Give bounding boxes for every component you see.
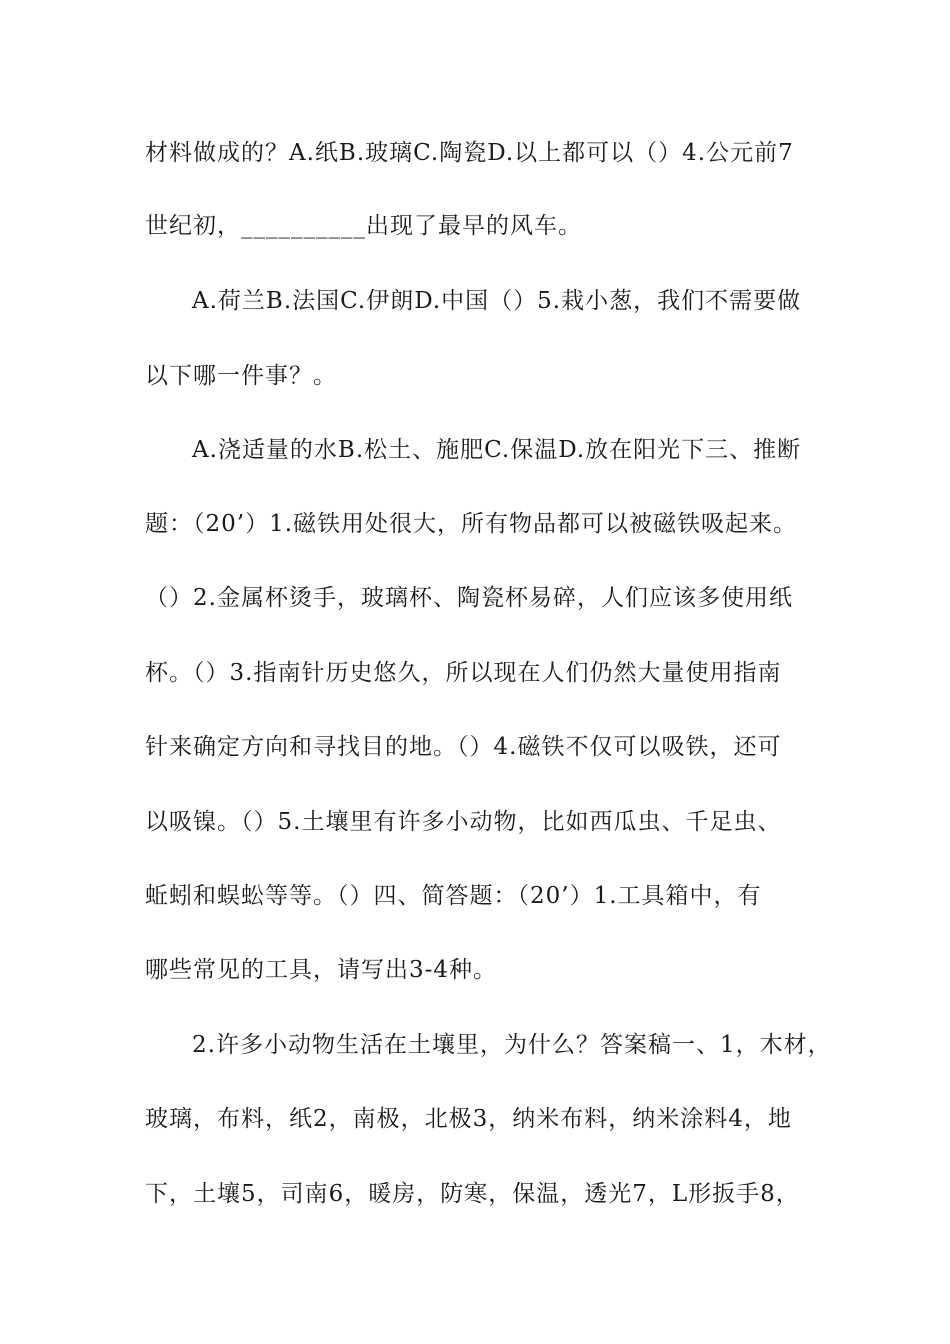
text-line-7: （）2.金属杯烫手，玻璃杯、陶瓷杯易碎，人们应该多使用纸	[145, 585, 793, 611]
text-line-4: 以下哪一件事？。	[145, 363, 337, 389]
text-line-14: 玻璃，布料，纸2，南极，北极3，纳米布料，纳米涂料4，地	[145, 1106, 792, 1132]
text-line-3: A.荷兰B.法国C.伊朗D.中国（）5.栽小葱，我们不需要做	[192, 288, 802, 314]
text-line-5: A.浇适量的水B.松土、施肥C.保温D.放在阳光下三、推断	[192, 437, 802, 463]
text-line-2: 世纪初，__________出现了最早的风车。	[145, 213, 582, 239]
text-line-12: 哪些常见的工具，请写出3-4种。	[145, 957, 498, 983]
text-line-13: 2.许多小动物生活在土壤里，为什么？答案稿一、1，木材，	[192, 1032, 832, 1058]
text-line-1: 材料做成的？A.纸B.玻璃C.陶瓷D.以上都可以（）4.公元前7	[145, 140, 794, 166]
text-line-10: 以吸镍。（）5.土壤里有许多小动物，比如西瓜虫、千足虫、	[145, 809, 782, 835]
text-line-11: 蚯蚓和蜈蚣等等。（）四、简答题：（20’）1.工具箱中，有	[145, 883, 762, 909]
text-line-9: 针来确定方向和寻找目的地。（）4.磁铁不仅可以吸铁，还可	[145, 734, 782, 760]
text-line-15: 下，土壤5，司南6，暖房，防寒，保温，透光7，L形扳手8，	[145, 1181, 800, 1207]
text-line-6: 题：（20’）1.磁铁用处很大，所有物品都可以被磁铁吸起来。	[145, 511, 798, 537]
text-line-8: 杯。（）3.指南针历史悠久，所以现在人们仍然大量使用指南	[145, 660, 782, 686]
